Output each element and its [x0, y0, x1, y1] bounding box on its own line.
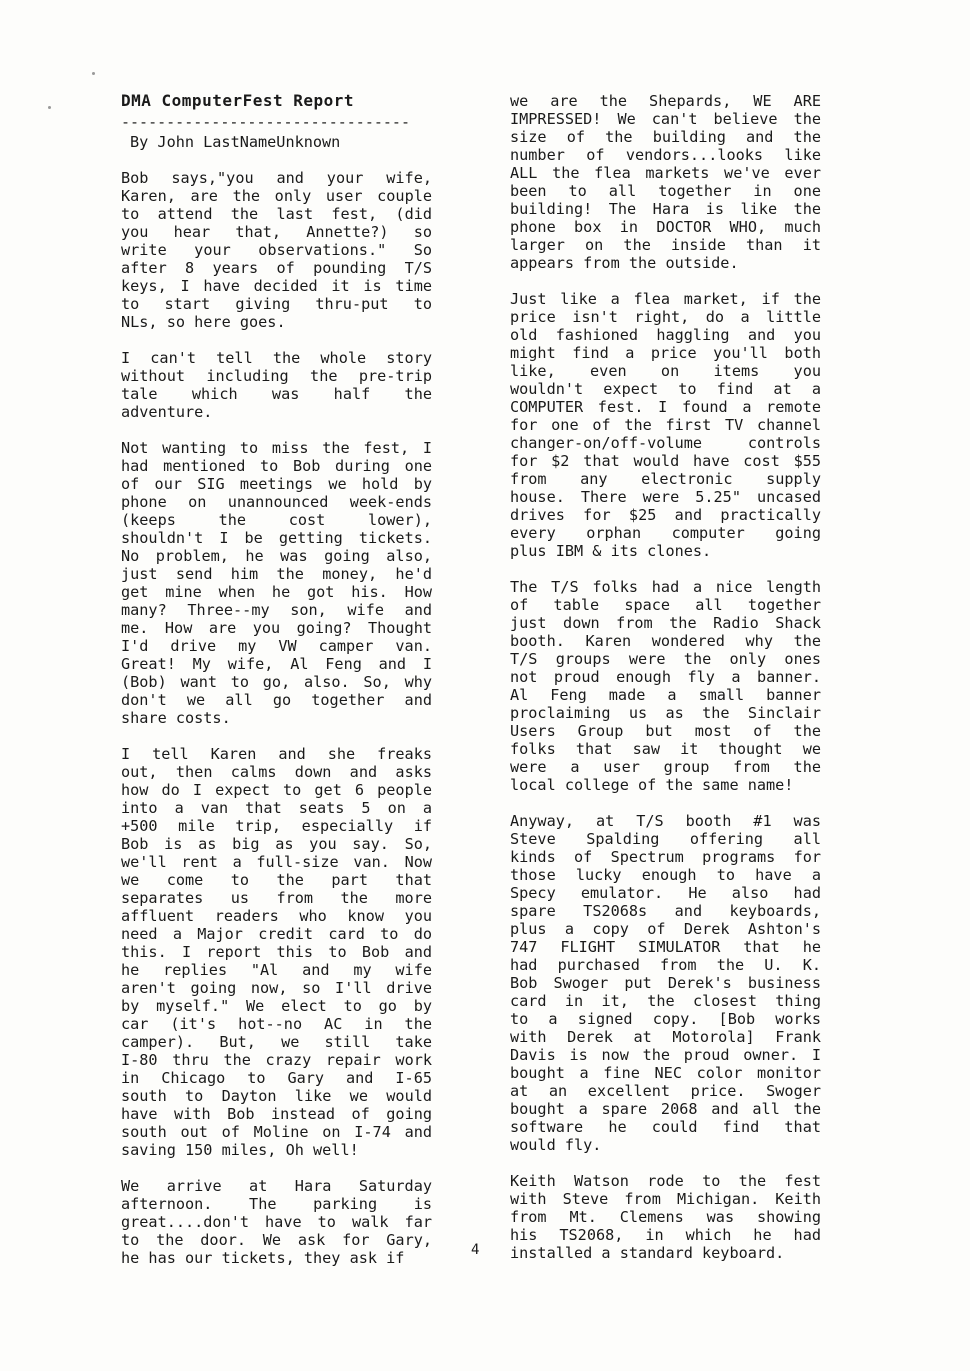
- text-line: of table space all together: [510, 596, 821, 614]
- text-line: changer-on/off-volume controls: [510, 434, 821, 452]
- text-line: for one of the first TV channel: [510, 416, 821, 434]
- text-line: COMPUTER fest. I found a remote: [510, 398, 821, 416]
- text-line: phone box in DOCTOR WHO, much: [510, 218, 821, 236]
- text-line: Karen, are the only user couple: [121, 187, 432, 205]
- text-line: to a signed copy. [Bob works: [510, 1010, 821, 1028]
- left-paragraphs: [121, 169, 432, 1267]
- text-line: Just like a flea market, if the: [510, 290, 821, 308]
- text-line: get mine when he got his. How: [121, 583, 432, 601]
- text-line: afternoon. The parking is: [121, 1195, 432, 1213]
- text-line: with Derek at Motorola] Frank: [510, 1028, 821, 1046]
- text-line: Al Feng made a small banner: [510, 686, 821, 704]
- text-line: installed a standard keyboard.: [510, 1244, 785, 1262]
- left-column: [121, 92, 432, 1285]
- text-line: (Bob) want to go, also. So, why: [121, 673, 432, 691]
- title-underline: --------------------------------: [121, 115, 410, 129]
- paragraph: [121, 745, 432, 1159]
- right-column: [510, 92, 821, 1280]
- text-line: south out of Moline on I-74 and: [121, 1123, 432, 1141]
- text-line: this. I report this to Bob and: [121, 943, 432, 961]
- byline-text: By John LastNameUnknown: [130, 133, 341, 151]
- page-number: 4: [471, 1242, 480, 1258]
- text-line: were a user group from the: [510, 758, 821, 776]
- text-line: to the door. We ask for Gary,: [121, 1231, 432, 1249]
- paragraph: [510, 812, 821, 1154]
- text-line: booth. Karen wondered why the: [510, 632, 821, 650]
- scan-speck: [48, 106, 51, 109]
- text-line: appears from the outside.: [510, 254, 739, 272]
- text-line: he replies "Al and my wife: [121, 961, 432, 979]
- text-line: saving 150 miles, Oh well!: [121, 1141, 359, 1159]
- text-line: price isn't right, do a little: [510, 308, 821, 326]
- text-line: aren't going now, so I'll drive: [121, 979, 432, 997]
- text-line: like, even on items you: [510, 362, 821, 380]
- text-line: Great! My wife, Al Feng and I: [121, 655, 432, 673]
- text-line: many? Three--my son, wife and: [121, 601, 432, 619]
- text-line: without including the pre-trip: [121, 367, 432, 385]
- text-line: car (it's hot--no AC in the: [121, 1015, 432, 1033]
- text-line: would fly.: [510, 1136, 602, 1154]
- text-line: with Steve from Michigan. Keith: [510, 1190, 821, 1208]
- text-line: 747 FLIGHT SIMULATOR that he: [510, 938, 821, 956]
- text-line: building! The Hara is like the: [510, 200, 821, 218]
- text-line: have with Bob instead of going: [121, 1105, 432, 1123]
- text-line: The T/S folks had a nice length: [510, 578, 821, 596]
- text-line: by myself." We elect to go by: [121, 997, 432, 1015]
- text-line: to attend the last fest, (did: [121, 205, 432, 223]
- text-line: of our SIG meetings we hold by: [121, 475, 432, 493]
- text-line: size of the building and the: [510, 128, 821, 146]
- text-line: adventure.: [121, 403, 213, 421]
- text-line: great....don't have to walk far: [121, 1213, 432, 1231]
- paragraph: [510, 290, 821, 560]
- text-line: drives for $25 and practically: [510, 506, 821, 524]
- text-line: we'll rent a full-size van. Now: [121, 853, 432, 871]
- text-line: keys, I have decided it is time: [121, 277, 432, 295]
- text-line: I-80 thru the crazy repair work: [121, 1051, 432, 1069]
- text-line: number of vendors...looks like: [510, 146, 821, 164]
- text-line: from any electronic supply: [510, 470, 821, 488]
- text-line: Not wanting to miss the fest, I: [121, 439, 432, 457]
- text-line: house. There were 5.25" uncased: [510, 488, 821, 506]
- text-line: proclaiming us as the Sinclair: [510, 704, 821, 722]
- text-line: plus IBM & its clones.: [510, 542, 712, 560]
- text-line: Anyway, at T/S booth #1 was: [510, 812, 821, 830]
- text-line: just down from the Radio Shack: [510, 614, 821, 632]
- text-line: he has our tickets, they ask if: [121, 1249, 405, 1267]
- text-line: I'd drive my VW camper van.: [121, 637, 432, 655]
- text-line: T/S groups were the only ones: [510, 650, 821, 668]
- text-line: we are the Shepards, WE ARE: [510, 92, 821, 110]
- paragraph: [121, 1177, 432, 1267]
- text-line: from Mt. Clemens was showing: [510, 1208, 821, 1226]
- text-line: out, then calms down and asks: [121, 763, 432, 781]
- text-line: in Chicago to Gary and I-65: [121, 1069, 432, 1087]
- text-line: Bob Swoger put Derek's business: [510, 974, 821, 992]
- paragraph: [510, 578, 821, 794]
- paragraph: [121, 349, 432, 421]
- text-line: had mentioned to Bob during one: [121, 457, 432, 475]
- text-line: ALL the flea markets we've ever: [510, 164, 821, 182]
- text-line: folks that saw it thought we: [510, 740, 821, 758]
- text-line: NLs, so here goes.: [121, 313, 286, 331]
- text-line: I tell Karen and she freaks: [121, 745, 432, 763]
- text-line: phone on unannounced week-ends: [121, 493, 432, 511]
- text-line: card in it, the closest thing: [510, 992, 821, 1010]
- text-line: affluent readers who know you: [121, 907, 432, 925]
- text-line: No problem, he was going also,: [121, 547, 432, 565]
- text-line: (keeps the cost lower),: [121, 511, 432, 529]
- text-line: might find a price you'll both: [510, 344, 821, 362]
- text-line: bought a spare 2068 and all the: [510, 1100, 821, 1118]
- text-line: Bob says,"you and your wife,: [121, 169, 432, 187]
- text-line: to start giving thru-put to: [121, 295, 432, 313]
- text-line: tale which was half the: [121, 385, 432, 403]
- text-line: south to Dayton like we would: [121, 1087, 432, 1105]
- text-line: Steve Spalding offering all: [510, 830, 821, 848]
- text-line: how do I expect to get 6 people: [121, 781, 432, 799]
- scan-speck: [92, 72, 95, 75]
- text-line: had purchased from the U. K.: [510, 956, 821, 974]
- text-line: Users Group but most of the: [510, 722, 821, 740]
- byline: [121, 133, 432, 151]
- text-line: Keith Watson rode to the fest: [510, 1172, 821, 1190]
- text-line: old fashioned haggling and you: [510, 326, 821, 344]
- paragraph: [510, 1172, 821, 1262]
- text-line: plus a copy of Derek Ashton's: [510, 920, 821, 938]
- text-line: spare TS2068s and keyboards,: [510, 902, 821, 920]
- text-line: software he could find that: [510, 1118, 821, 1136]
- text-line: camper). But, we still take: [121, 1033, 432, 1051]
- text-line: we come to the part that: [121, 871, 432, 889]
- text-line: don't we all go together and: [121, 691, 432, 709]
- text-line: I can't tell the whole story: [121, 349, 432, 367]
- text-line: bought a fine NEC color monitor: [510, 1064, 821, 1082]
- paragraph: [510, 92, 821, 272]
- paragraph: [121, 169, 432, 331]
- text-line: his TS2068, in which he had: [510, 1226, 821, 1244]
- text-line: larger on the inside than it: [510, 236, 821, 254]
- text-line: share costs.: [121, 709, 231, 727]
- text-line: every orphan computer going: [510, 524, 821, 542]
- text-line: kinds of Spectrum programs for: [510, 848, 821, 866]
- text-line: shouldn't I be getting tickets.: [121, 529, 432, 547]
- text-line: been to all together in one: [510, 182, 821, 200]
- paragraph: [121, 439, 432, 727]
- text-line: wouldn't expect to find at a: [510, 380, 821, 398]
- text-line: you hear that, Annette?) so: [121, 223, 432, 241]
- text-line: Specy emulator. He also had: [510, 884, 821, 902]
- text-line: IMPRESSED! We can't believe the: [510, 110, 821, 128]
- text-line: after 8 years of pounding T/S: [121, 259, 432, 277]
- right-paragraphs: [510, 92, 821, 1262]
- text-line: just send him the money, he'd: [121, 565, 432, 583]
- text-line: at an excellent price. Swoger: [510, 1082, 821, 1100]
- article-title: DMA ComputerFest Report: [121, 91, 355, 110]
- text-line: +500 mile trip, especially if: [121, 817, 432, 835]
- text-line: for $2 that would have cost $55: [510, 452, 821, 470]
- text-line: need a Major credit card to do: [121, 925, 432, 943]
- text-line: into a van that seats 5 on a: [121, 799, 432, 817]
- text-line: Davis is now the proud owner. I: [510, 1046, 821, 1064]
- text-line: not proud enough fly a banner.: [510, 668, 821, 686]
- text-line: me. How are you going? Thought: [121, 619, 432, 637]
- text-line: those lucky enough to have a: [510, 866, 821, 884]
- text-line: write your observations." So: [121, 241, 432, 259]
- text-line: separates us from the more: [121, 889, 432, 907]
- text-line: We arrive at Hara Saturday: [121, 1177, 432, 1195]
- text-line: local college of the same name!: [510, 776, 794, 794]
- text-line: Bob is as big as you say. So,: [121, 835, 432, 853]
